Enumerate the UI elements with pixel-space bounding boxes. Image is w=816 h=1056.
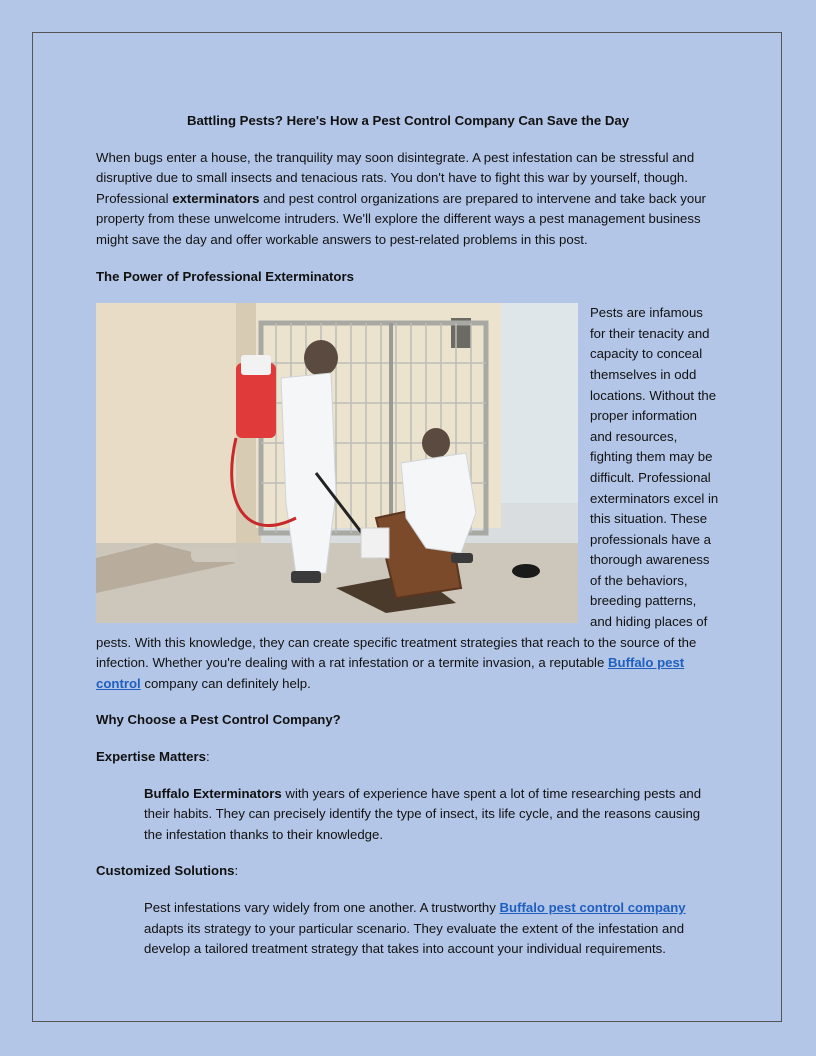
exterminators-text-1: Pests are infamous for their tenacity and capacity to conceal themselves in odd locations. Without the proper information and resources, fighting them may be difficult. Professional exterminators excel in this situation. These professionals have a thorough awareness of the behaviors, breeding patterns, and hiding places of pests. With this knowledge, they can create specific treatment strategies that reach to the source of the infection. Whether you're dealing with a rat infestation or a termite invasion, a reputable [96, 305, 719, 671]
exterminators-text-2: company can definitely help. [140, 675, 311, 691]
intro-text-2: and pest control organizations are prepared to intervene and take back your property from these unwelcome intruders. We'll explore the different ways a pest management business might save the day and offer workable answers to pest-related problems in this post. [96, 190, 706, 247]
expertise-bold-term: Buffalo Exterminators [144, 785, 282, 801]
subheading-expertise [96, 747, 720, 768]
section-exterminators-body [96, 303, 720, 694]
section-heading-exterminators: The Power of Professional Exterminators [96, 268, 354, 284]
customized-text-2: adapts its strategy to your particular scenario. They evaluate the extent of the infestation and develop a tailored treatment strategy that takes into account your individual requirements. [144, 920, 685, 957]
customized-colon: : [234, 863, 239, 879]
subheading-customized [96, 861, 720, 882]
section-heading-why-choose: Why Choose a Pest Control Company? [96, 712, 341, 728]
customized-heading: Customized Solutions [96, 863, 235, 879]
expertise-colon: : [205, 749, 210, 765]
expertise-heading: Expertise Matters [96, 749, 206, 765]
customized-text-1: Pest infestations vary widely from one another. A trustworthy [144, 900, 500, 915]
document-body [96, 111, 720, 976]
intro-paragraph [96, 148, 720, 251]
customized-paragraph [144, 898, 720, 960]
expertise-paragraph [144, 784, 720, 846]
expertise-text: with years of experience have spent a lot of time researching pests and their habits. They can precisely identify the type of insect, its life cycle, and the reasons causing the infestation thanks to their knowledge. [144, 785, 702, 842]
intro-text-1: When bugs enter a house, the tranquility may soon disintegrate. A pest infestation can be stressful and disruptive due to small insects and tenacious rats. You don't have to fight this war by yourself, though. Professional [96, 149, 695, 206]
intro-bold-term: exterminators [172, 190, 260, 206]
buffalo-pest-control-company-link[interactable]: Buffalo pest control company [499, 900, 686, 915]
buffalo-pest-control-link[interactable]: Buffalo pest control [96, 655, 685, 691]
page-title: Battling Pests? Here's How a Pest Control Company Can Save the Day [186, 113, 630, 128]
exterminators-photo [96, 303, 578, 623]
